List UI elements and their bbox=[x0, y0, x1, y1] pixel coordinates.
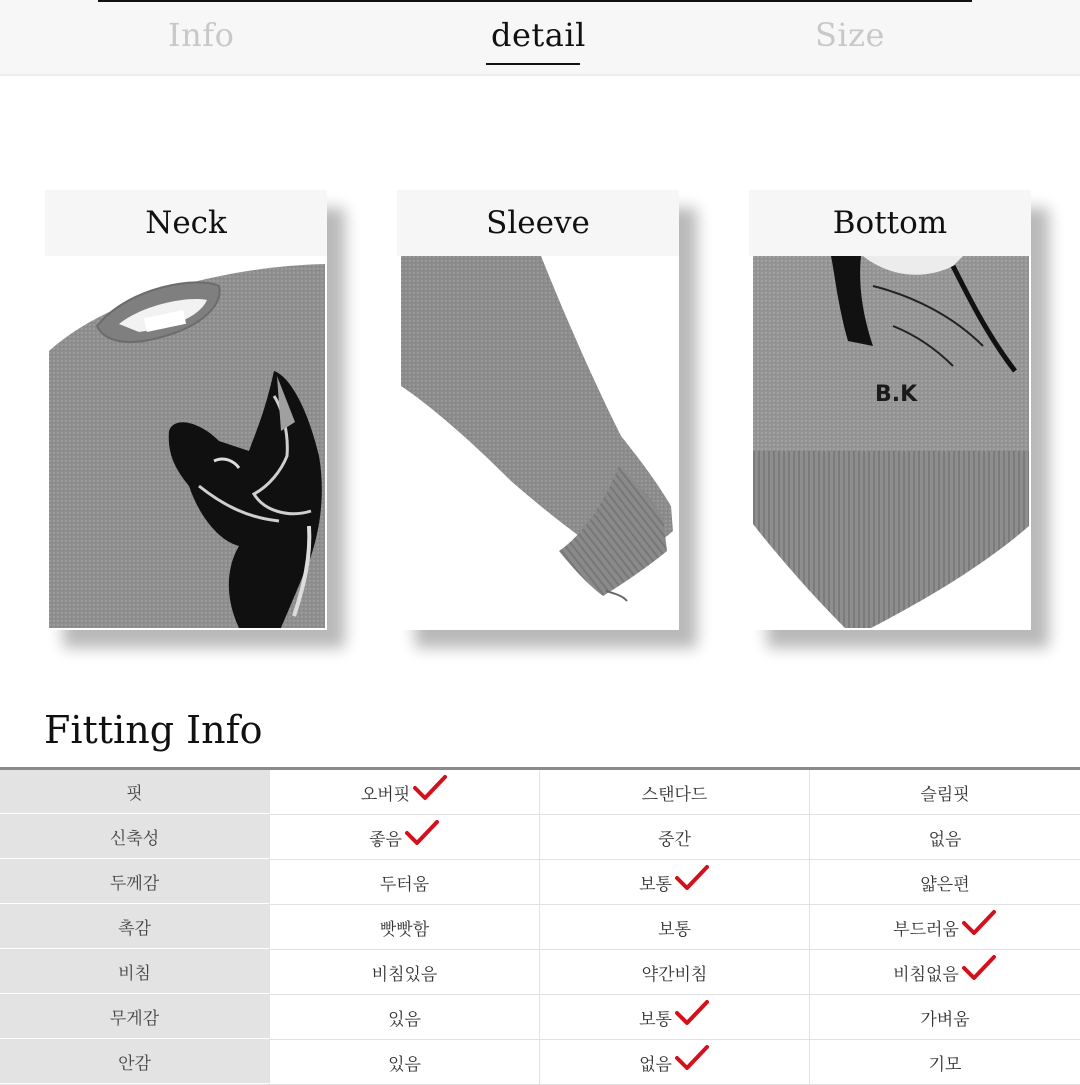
tab-bar-top-line bbox=[98, 0, 972, 2]
detail-card-sleeve bbox=[397, 190, 679, 630]
fitting-row-label: 신축성 bbox=[0, 815, 270, 859]
checkmark-icon bbox=[674, 1044, 710, 1072]
fitting-option-text: 비침있음 bbox=[371, 964, 438, 985]
fitting-option-cell bbox=[270, 860, 540, 904]
checkmark-icon bbox=[674, 864, 710, 892]
detail-card-label: Sleeve bbox=[397, 190, 679, 256]
fitting-option-text: 빳빳함 bbox=[379, 919, 430, 940]
tab-size[interactable]: Size bbox=[815, 16, 885, 54]
fitting-option-cell bbox=[540, 770, 810, 814]
fitting-option-text: 오버핏 bbox=[360, 784, 411, 805]
fitting-option-text: 얇은편 bbox=[920, 874, 970, 895]
fitting-option-cell bbox=[540, 860, 810, 904]
fitting-option-text: 약간비침 bbox=[641, 964, 708, 985]
fitting-option-text: 가벼움 bbox=[920, 1009, 970, 1030]
table-row bbox=[0, 815, 1080, 860]
fitting-option-text: 중간 bbox=[658, 829, 691, 850]
fitting-info-title: Fitting Info bbox=[44, 708, 263, 752]
fitting-option-cell bbox=[810, 815, 1080, 859]
table-row bbox=[0, 950, 1080, 995]
fitting-option-cell bbox=[270, 1040, 540, 1084]
bk-print-text: B.K bbox=[875, 382, 918, 407]
fitting-option-text: 있음 bbox=[388, 1054, 421, 1075]
fitting-option-cell bbox=[540, 815, 810, 859]
fitting-row-label: 촉감 bbox=[0, 905, 270, 949]
fitting-info-table bbox=[0, 767, 1080, 1085]
fitting-option-text: 스탠다드 bbox=[641, 784, 708, 805]
fitting-option-cell bbox=[540, 950, 810, 994]
tab-bar bbox=[0, 0, 1080, 76]
fitting-option-cell bbox=[810, 950, 1080, 994]
fitting-option-text: 기모 bbox=[928, 1054, 962, 1075]
fitting-option-cell bbox=[270, 950, 540, 994]
active-tab-underline bbox=[486, 63, 580, 65]
detail-card-bottom bbox=[749, 190, 1031, 630]
fitting-row-label: 무게감 bbox=[0, 995, 270, 1039]
detail-card-label: Bottom bbox=[749, 190, 1031, 256]
fitting-option-text: 보통 bbox=[658, 919, 691, 940]
checkmark-icon bbox=[961, 909, 997, 937]
detail-card-label: Neck bbox=[45, 190, 327, 256]
checkmark-icon bbox=[961, 954, 997, 982]
sweater-bottom-illustration bbox=[753, 256, 1029, 628]
detail-card-neck bbox=[45, 190, 327, 630]
fitting-option-cell bbox=[270, 770, 540, 814]
fitting-row-label: 안감 bbox=[0, 1040, 270, 1084]
sweater-neck-photo bbox=[49, 256, 325, 628]
fitting-option-text: 좋음 bbox=[369, 829, 402, 850]
table-row bbox=[0, 860, 1080, 905]
fitting-option-text: 슬림핏 bbox=[920, 784, 970, 805]
fitting-row-label: 핏 bbox=[0, 770, 270, 814]
fitting-option-cell bbox=[810, 995, 1080, 1039]
fitting-option-cell bbox=[540, 1040, 810, 1084]
fitting-option-cell bbox=[270, 905, 540, 949]
fitting-option-text: 두터움 bbox=[379, 874, 430, 895]
fitting-option-text: 부드러움 bbox=[893, 919, 959, 940]
checkmark-icon bbox=[674, 999, 710, 1027]
fitting-option-text: 보통 bbox=[639, 874, 672, 895]
fitting-option-cell bbox=[810, 1040, 1080, 1084]
fitting-option-cell bbox=[270, 995, 540, 1039]
fitting-row-label: 비침 bbox=[0, 950, 270, 994]
fitting-option-cell bbox=[810, 905, 1080, 949]
fitting-option-cell bbox=[540, 905, 810, 949]
checkmark-icon bbox=[412, 774, 448, 802]
sweater-bottom-photo bbox=[753, 256, 1029, 628]
table-row bbox=[0, 770, 1080, 815]
fitting-option-cell bbox=[270, 815, 540, 859]
fitting-option-cell bbox=[540, 995, 810, 1039]
fitting-row-label: 두께감 bbox=[0, 860, 270, 904]
fitting-option-cell bbox=[810, 860, 1080, 904]
table-row bbox=[0, 1040, 1080, 1085]
fitting-option-text: 없음 bbox=[639, 1054, 672, 1075]
table-row bbox=[0, 995, 1080, 1040]
fitting-option-text: 비침없음 bbox=[893, 964, 959, 985]
sweater-neck-illustration bbox=[49, 256, 325, 628]
fitting-option-text: 있음 bbox=[388, 1009, 421, 1030]
tab-info[interactable]: Info bbox=[168, 16, 235, 54]
fitting-option-text: 보통 bbox=[639, 1009, 672, 1030]
sweater-sleeve-photo bbox=[401, 256, 677, 628]
table-row bbox=[0, 905, 1080, 950]
fitting-option-cell bbox=[810, 770, 1080, 814]
fitting-option-text: 없음 bbox=[928, 829, 962, 850]
sweater-sleeve-illustration bbox=[401, 256, 677, 628]
tab-detail[interactable]: detail bbox=[491, 16, 586, 54]
checkmark-icon bbox=[404, 819, 440, 847]
